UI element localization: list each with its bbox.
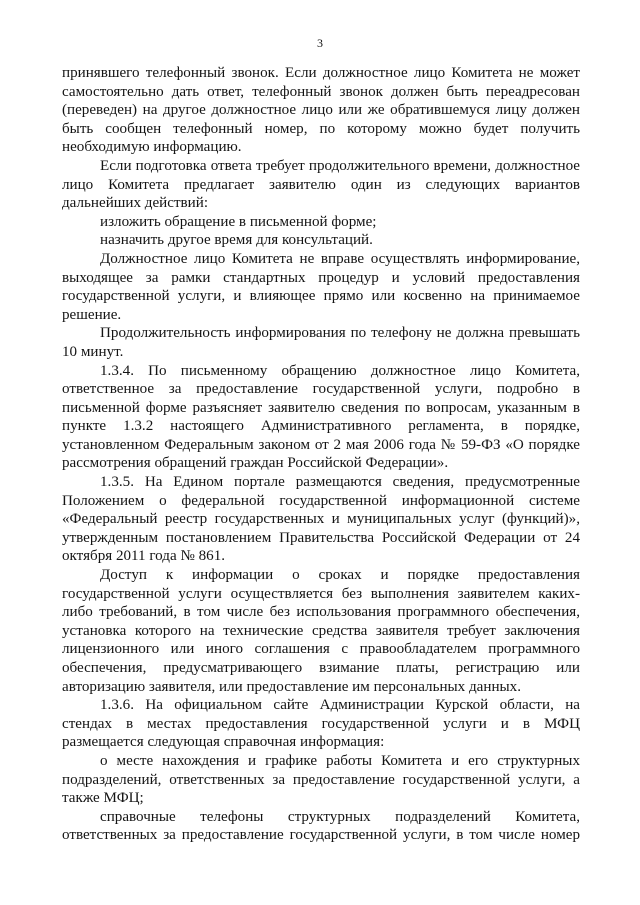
paragraph-option-written: изложить обращение в письменной форме; bbox=[100, 213, 377, 230]
paragraph-1-3-4: 1.3.4. По письменному обращению должностное лицо Комитета, ответственное за предоставление государственной услуги, подробно в письменной форме разъясняет заявителю сведения по вопросам, указанным в пункте 1.3.2 настоящего Административного регламента, в порядке, установленном Федеральным законом от 2 мая 2006 года № 59-ФЗ «О порядке рассмотрения обращений граждан Российской Федерации». bbox=[62, 362, 580, 472]
paragraph-location: о месте нахождения и графике работы Комитета и его структурных подразделений, ответственных за предоставление государственной услуги, а также МФЦ; bbox=[62, 752, 580, 807]
paragraph-call-transfer: принявшего телефонный звонок. Если должностное лицо Комитета не может самостоятельно дать ответ, телефонный звонок должен быть переадресован (переведен) на другое должностное лицо или же обратившемуся лицу должен быть сообщен телефонный номер, по которому можно будет получить необходимую информацию. bbox=[62, 65, 580, 156]
paragraph-option-reschedule: назначить другое время для консультаций. bbox=[100, 232, 373, 249]
paragraph-long-preparation: Если подготовка ответа требует продолжительного времени, должностное лицо Комитета предлагает заявителю один из следующих вариантов дальнейших действий: bbox=[62, 157, 580, 212]
paragraph-duration: Продолжительность информирования по телефону не должна превышать 10 минут. bbox=[62, 325, 580, 360]
paragraph-limits: Должностное лицо Комитета не вправе осуществлять информирование, выходящее за рамки стандартных процедур и условий предоставления государственной услуги, и влияющее прямо или косвенно на принимаемое решение. bbox=[62, 250, 580, 323]
paragraph-phones: справочные телефоны структурных подразделений Комитета, ответственных за предоставление государственной услуги, в том числе номер bbox=[62, 808, 580, 844]
document-body bbox=[62, 64, 580, 845]
paragraph-access: Доступ к информации о сроках и порядке предоставления государственной услуги осуществляется без выполнения заявителем каких-либо требований, в том числе без использования программного обеспечения, установка которого на технические средства заявителя требует заключения лицензионного или иного соглашения с правообладателем программного обеспечения, предусматривающего взимание платы, регистрацию или авторизацию заявителя, или предоставление им персональных данных. bbox=[62, 567, 580, 695]
paragraph-1-3-5: 1.3.5. На Едином портале размещаются сведения, предусмотренные Положением о федеральной государственной информационной системе «Федеральный реестр государственных и муниципальных услуг (функций)», утвержденным постановлением Правительства Российской Федерации от 24 октября 2011 года № 861. bbox=[62, 474, 580, 565]
paragraph-1-3-6: 1.3.6. На официальном сайте Администрации Курской области, на стендах в местах предоставления государственной услуги и в МФЦ размещается следующая справочная информация: bbox=[62, 697, 580, 751]
page-number: 3 bbox=[317, 36, 323, 50]
